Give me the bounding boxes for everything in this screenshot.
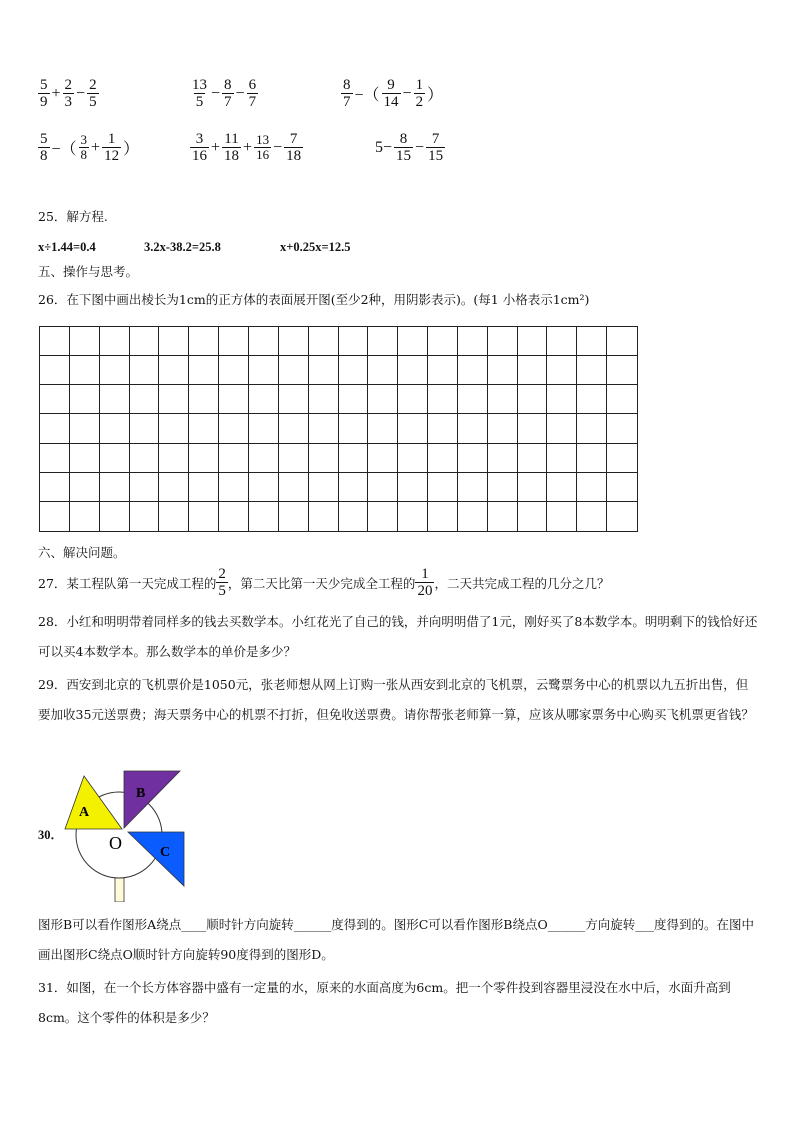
grid-cell <box>100 327 130 356</box>
grid-cell <box>577 385 607 414</box>
grid-cell <box>130 356 160 385</box>
pinwheel-figure <box>62 768 192 902</box>
q27-part-b: ，第二天比第一天少完成全工程的 <box>227 575 416 591</box>
grid-cell <box>100 385 130 414</box>
fraction: $\frac{3}{16}$ <box>192 131 207 164</box>
grid-cell <box>159 444 189 473</box>
grid-cell <box>40 327 70 356</box>
grid-cell <box>159 327 189 356</box>
grid-cell <box>488 502 518 531</box>
grid-cell <box>547 385 577 414</box>
grid-cell <box>368 414 398 443</box>
grid-cell <box>40 385 70 414</box>
grid-cell <box>547 444 577 473</box>
q27-text <box>38 566 609 599</box>
grid-cell <box>547 414 577 443</box>
grid-cell <box>130 327 160 356</box>
fraction: $\frac{8}{7}$ <box>343 77 351 110</box>
grid-cell <box>189 502 219 531</box>
fraction: $\frac{5}{9}$ <box>40 77 48 110</box>
grid-cell <box>428 444 458 473</box>
grid-cell <box>309 385 339 414</box>
grid-cell <box>279 327 309 356</box>
grid-cell <box>70 356 100 385</box>
q25-title: 25．解方程. <box>38 209 108 224</box>
grid-cell <box>130 414 160 443</box>
grid-cell <box>488 473 518 502</box>
grid-cell <box>547 327 577 356</box>
grid-cell <box>309 327 339 356</box>
arith-row2-expr2 <box>190 131 303 164</box>
fraction: $\frac{2}{3}$ <box>64 77 73 110</box>
grid-cell <box>339 473 369 502</box>
grid-cell <box>368 356 398 385</box>
grid-cell <box>219 356 249 385</box>
grid-cell <box>428 473 458 502</box>
grid-cell <box>70 327 100 356</box>
grid-cell <box>279 356 309 385</box>
q27-part-a: 27．某工程队第一天完成工程的 <box>38 575 217 591</box>
grid-cell <box>219 502 249 531</box>
section5-heading: 五、操作与思考。 <box>38 264 139 279</box>
grid-cell <box>488 356 518 385</box>
grid-cell <box>368 444 398 473</box>
grid-cell <box>100 473 130 502</box>
grid-cell <box>249 414 279 443</box>
grid-cell <box>189 327 219 356</box>
grid-cell <box>488 444 518 473</box>
grid-cell <box>279 385 309 414</box>
grid-cell <box>130 473 160 502</box>
grid-cell <box>607 444 637 473</box>
grid-cell <box>100 444 130 473</box>
operator: −（ <box>51 141 77 158</box>
fraction: $\frac{6}{7}$ <box>248 77 257 110</box>
grid-cell <box>607 327 637 356</box>
grid-cell <box>488 385 518 414</box>
operator: ） <box>427 87 444 104</box>
grid-cell <box>219 473 249 502</box>
q29-text: 29．西安到北京的飞机票价是1050元，张老师想从网上订购一张从西安到北京的飞机票，云鹭票务中心的机票以九五折出售，但要加收35元送票费；海天票务中心的机票不打折，但免收送票费。请你帮张老师算一算，应该从哪家票务中心购买飞机票更省钱？ <box>38 677 754 722</box>
operator: − <box>76 84 86 102</box>
grid-cell <box>100 502 130 531</box>
operator: + <box>51 84 61 102</box>
fraction: $\frac{11}{18}$ <box>224 131 240 164</box>
grid-cell <box>249 502 279 531</box>
grid-cell <box>70 473 100 502</box>
grid-cell <box>189 385 219 414</box>
grid-cell <box>219 444 249 473</box>
grid-cell <box>130 385 160 414</box>
grid-cell <box>458 327 488 356</box>
grid-cell <box>189 414 219 443</box>
grid-cell <box>458 473 488 502</box>
grid-cell <box>458 502 488 531</box>
grid-cell <box>309 473 339 502</box>
grid-cell <box>398 414 428 443</box>
grid-cell <box>339 414 369 443</box>
grid-cell <box>607 414 637 443</box>
grid-cell <box>398 444 428 473</box>
grid-cell <box>130 444 160 473</box>
grid-cell <box>279 473 309 502</box>
grid-cell <box>398 385 428 414</box>
grid-cell <box>428 356 458 385</box>
grid-cell <box>547 502 577 531</box>
fraction: $\frac{9}{14}$ <box>383 77 399 110</box>
grid-cell <box>159 473 189 502</box>
section6-heading: 六、解决问题。 <box>38 545 126 560</box>
grid-cell <box>607 473 637 502</box>
grid-cell <box>607 356 637 385</box>
grid-cell <box>339 444 369 473</box>
fraction: $\frac{7}{18}$ <box>286 131 302 164</box>
grid-cell <box>70 414 100 443</box>
grid-cell <box>40 356 70 385</box>
q25-eq1: x÷1.44=0.4 <box>38 240 96 254</box>
grid-cell <box>159 385 189 414</box>
operator: + <box>211 138 221 156</box>
operator: + <box>91 138 101 156</box>
answer-grid <box>39 326 638 532</box>
q27-fraction-1: $\frac{2}{5}$ <box>218 566 226 599</box>
operator: − <box>402 84 412 102</box>
grid-cell <box>428 327 458 356</box>
grid-cell <box>339 356 369 385</box>
grid-cell <box>339 385 369 414</box>
grid-cell <box>249 385 279 414</box>
grid-cell <box>279 444 309 473</box>
grid-cell <box>428 502 458 531</box>
grid-cell <box>577 444 607 473</box>
operator: + <box>243 138 253 156</box>
operator: − <box>415 138 425 156</box>
grid-cell <box>339 502 369 531</box>
grid-cell <box>219 385 249 414</box>
grid-cell <box>458 356 488 385</box>
grid-cell <box>488 327 518 356</box>
q27-part-c: ，二天共完成工程的几分之几？ <box>434 575 610 591</box>
grid-cell <box>339 327 369 356</box>
grid-cell <box>100 356 130 385</box>
fraction: $\frac{8}{15}$ <box>396 131 412 164</box>
grid-cell <box>547 473 577 502</box>
q31-text: 31．如图，在一个长方体容器中盛有一定量的水，原来的水面高度为6cm。把一个零件投到容器里浸没在水中后，水面升高到8cm。这个零件的体积是多少？ <box>38 980 731 1025</box>
grid-cell <box>458 444 488 473</box>
grid-cell <box>40 414 70 443</box>
grid-cell <box>398 473 428 502</box>
fraction: $\frac{13}{16}$ <box>256 132 270 162</box>
grid-cell <box>428 385 458 414</box>
grid-cell <box>309 356 339 385</box>
grid-cell <box>398 502 428 531</box>
q25-eq3: x+0.25x=12.5 <box>280 240 351 254</box>
grid-cell <box>488 414 518 443</box>
q30-text: 图形B可以看作图形A绕点____顺时针方向旋转______度得到的。图形C可以看作图形B绕点O______方向旋转___度得到的。在图中画出图形C绕点O顺时针方向旋转90度得到的图形D。 <box>38 917 754 962</box>
grid-cell <box>279 414 309 443</box>
grid-cell <box>398 356 428 385</box>
label-b: B <box>136 786 146 801</box>
label-a: A <box>79 805 90 820</box>
grid-cell <box>100 414 130 443</box>
grid-cell <box>577 327 607 356</box>
grid-cell <box>309 444 339 473</box>
grid-cell <box>70 444 100 473</box>
grid-cell <box>70 502 100 531</box>
grid-cell <box>249 356 279 385</box>
grid-cell <box>458 414 488 443</box>
grid-cell <box>189 473 219 502</box>
label-o: O <box>109 833 122 853</box>
label-c: C <box>160 845 171 860</box>
grid-cell <box>40 502 70 531</box>
fraction: $\frac{8}{7}$ <box>224 77 232 110</box>
grid-cell <box>219 414 249 443</box>
grid-cell <box>607 502 637 531</box>
q26-text: 26．在下图中画出棱长为1cm的正方体的表面展开图(至少2种，用阴影表示)。(每1 小格表示1cm²) <box>38 292 590 307</box>
arith-row1-expr2 <box>190 77 258 110</box>
operator: − <box>211 84 221 102</box>
operator: −（ <box>354 87 380 104</box>
grid-cell <box>547 356 577 385</box>
grid-cell <box>189 356 219 385</box>
grid-cell <box>309 502 339 531</box>
grid-cell <box>219 327 249 356</box>
arith-row2-expr3 <box>373 131 445 164</box>
grid-cell <box>368 473 398 502</box>
q25-eq2: 3.2x-38.2=25.8 <box>144 240 221 254</box>
grid-cell <box>249 473 279 502</box>
fraction: $\frac{5}{8}$ <box>40 131 48 164</box>
q28-text: 28．小红和明明带着同样多的钱去买数学本。小红花光了自己的钱，并向明明借了1元，刚好买了8本数学本。明明剩下的钱恰好还可以买4本数学本。那么数学本的单价是多少？ <box>38 614 758 659</box>
q27-fraction-2: $\frac{1}{20}$ <box>417 566 433 599</box>
grid-cell <box>577 502 607 531</box>
grid-cell <box>577 414 607 443</box>
grid-cell <box>279 502 309 531</box>
grid-cell <box>518 327 548 356</box>
fraction: $\frac{2}{5}$ <box>89 77 97 110</box>
grid-cell <box>189 444 219 473</box>
fraction: $\frac{1}{12}$ <box>104 131 120 164</box>
grid-cell <box>159 502 189 531</box>
q30-number: 30． <box>38 828 64 842</box>
operator: − <box>273 138 283 156</box>
arith-row1-expr1 <box>38 77 99 110</box>
grid-cell <box>607 385 637 414</box>
grid-cell <box>518 414 548 443</box>
fraction: $\frac{3}{8}$ <box>80 132 88 162</box>
grid-cell <box>368 502 398 531</box>
grid-cell <box>40 473 70 502</box>
grid-cell <box>249 327 279 356</box>
fraction: $\frac{7}{15}$ <box>428 131 444 164</box>
grid-cell <box>398 327 428 356</box>
grid-cell <box>518 473 548 502</box>
fraction: $\frac{13}{5}$ <box>192 77 207 110</box>
grid-cell <box>518 385 548 414</box>
operator: 5− <box>375 138 393 156</box>
grid-cell <box>518 444 548 473</box>
grid-cell <box>518 356 548 385</box>
arith-row1-expr3 <box>341 77 445 110</box>
grid-cell <box>368 327 398 356</box>
arith-row2-expr1 <box>38 131 141 164</box>
grid-cell <box>70 385 100 414</box>
grid-cell <box>458 385 488 414</box>
grid-cell <box>159 356 189 385</box>
operator: ） <box>123 141 140 158</box>
grid-cell <box>309 414 339 443</box>
grid-cell <box>518 502 548 531</box>
grid-cell <box>428 414 458 443</box>
grid-cell <box>130 502 160 531</box>
grid-cell <box>40 444 70 473</box>
grid-cell <box>159 414 189 443</box>
grid-cell <box>577 473 607 502</box>
grid-cell <box>249 444 279 473</box>
grid-cell <box>577 356 607 385</box>
grid-cell <box>368 385 398 414</box>
fraction: $\frac{1}{2}$ <box>415 77 424 110</box>
operator: − <box>235 84 245 102</box>
